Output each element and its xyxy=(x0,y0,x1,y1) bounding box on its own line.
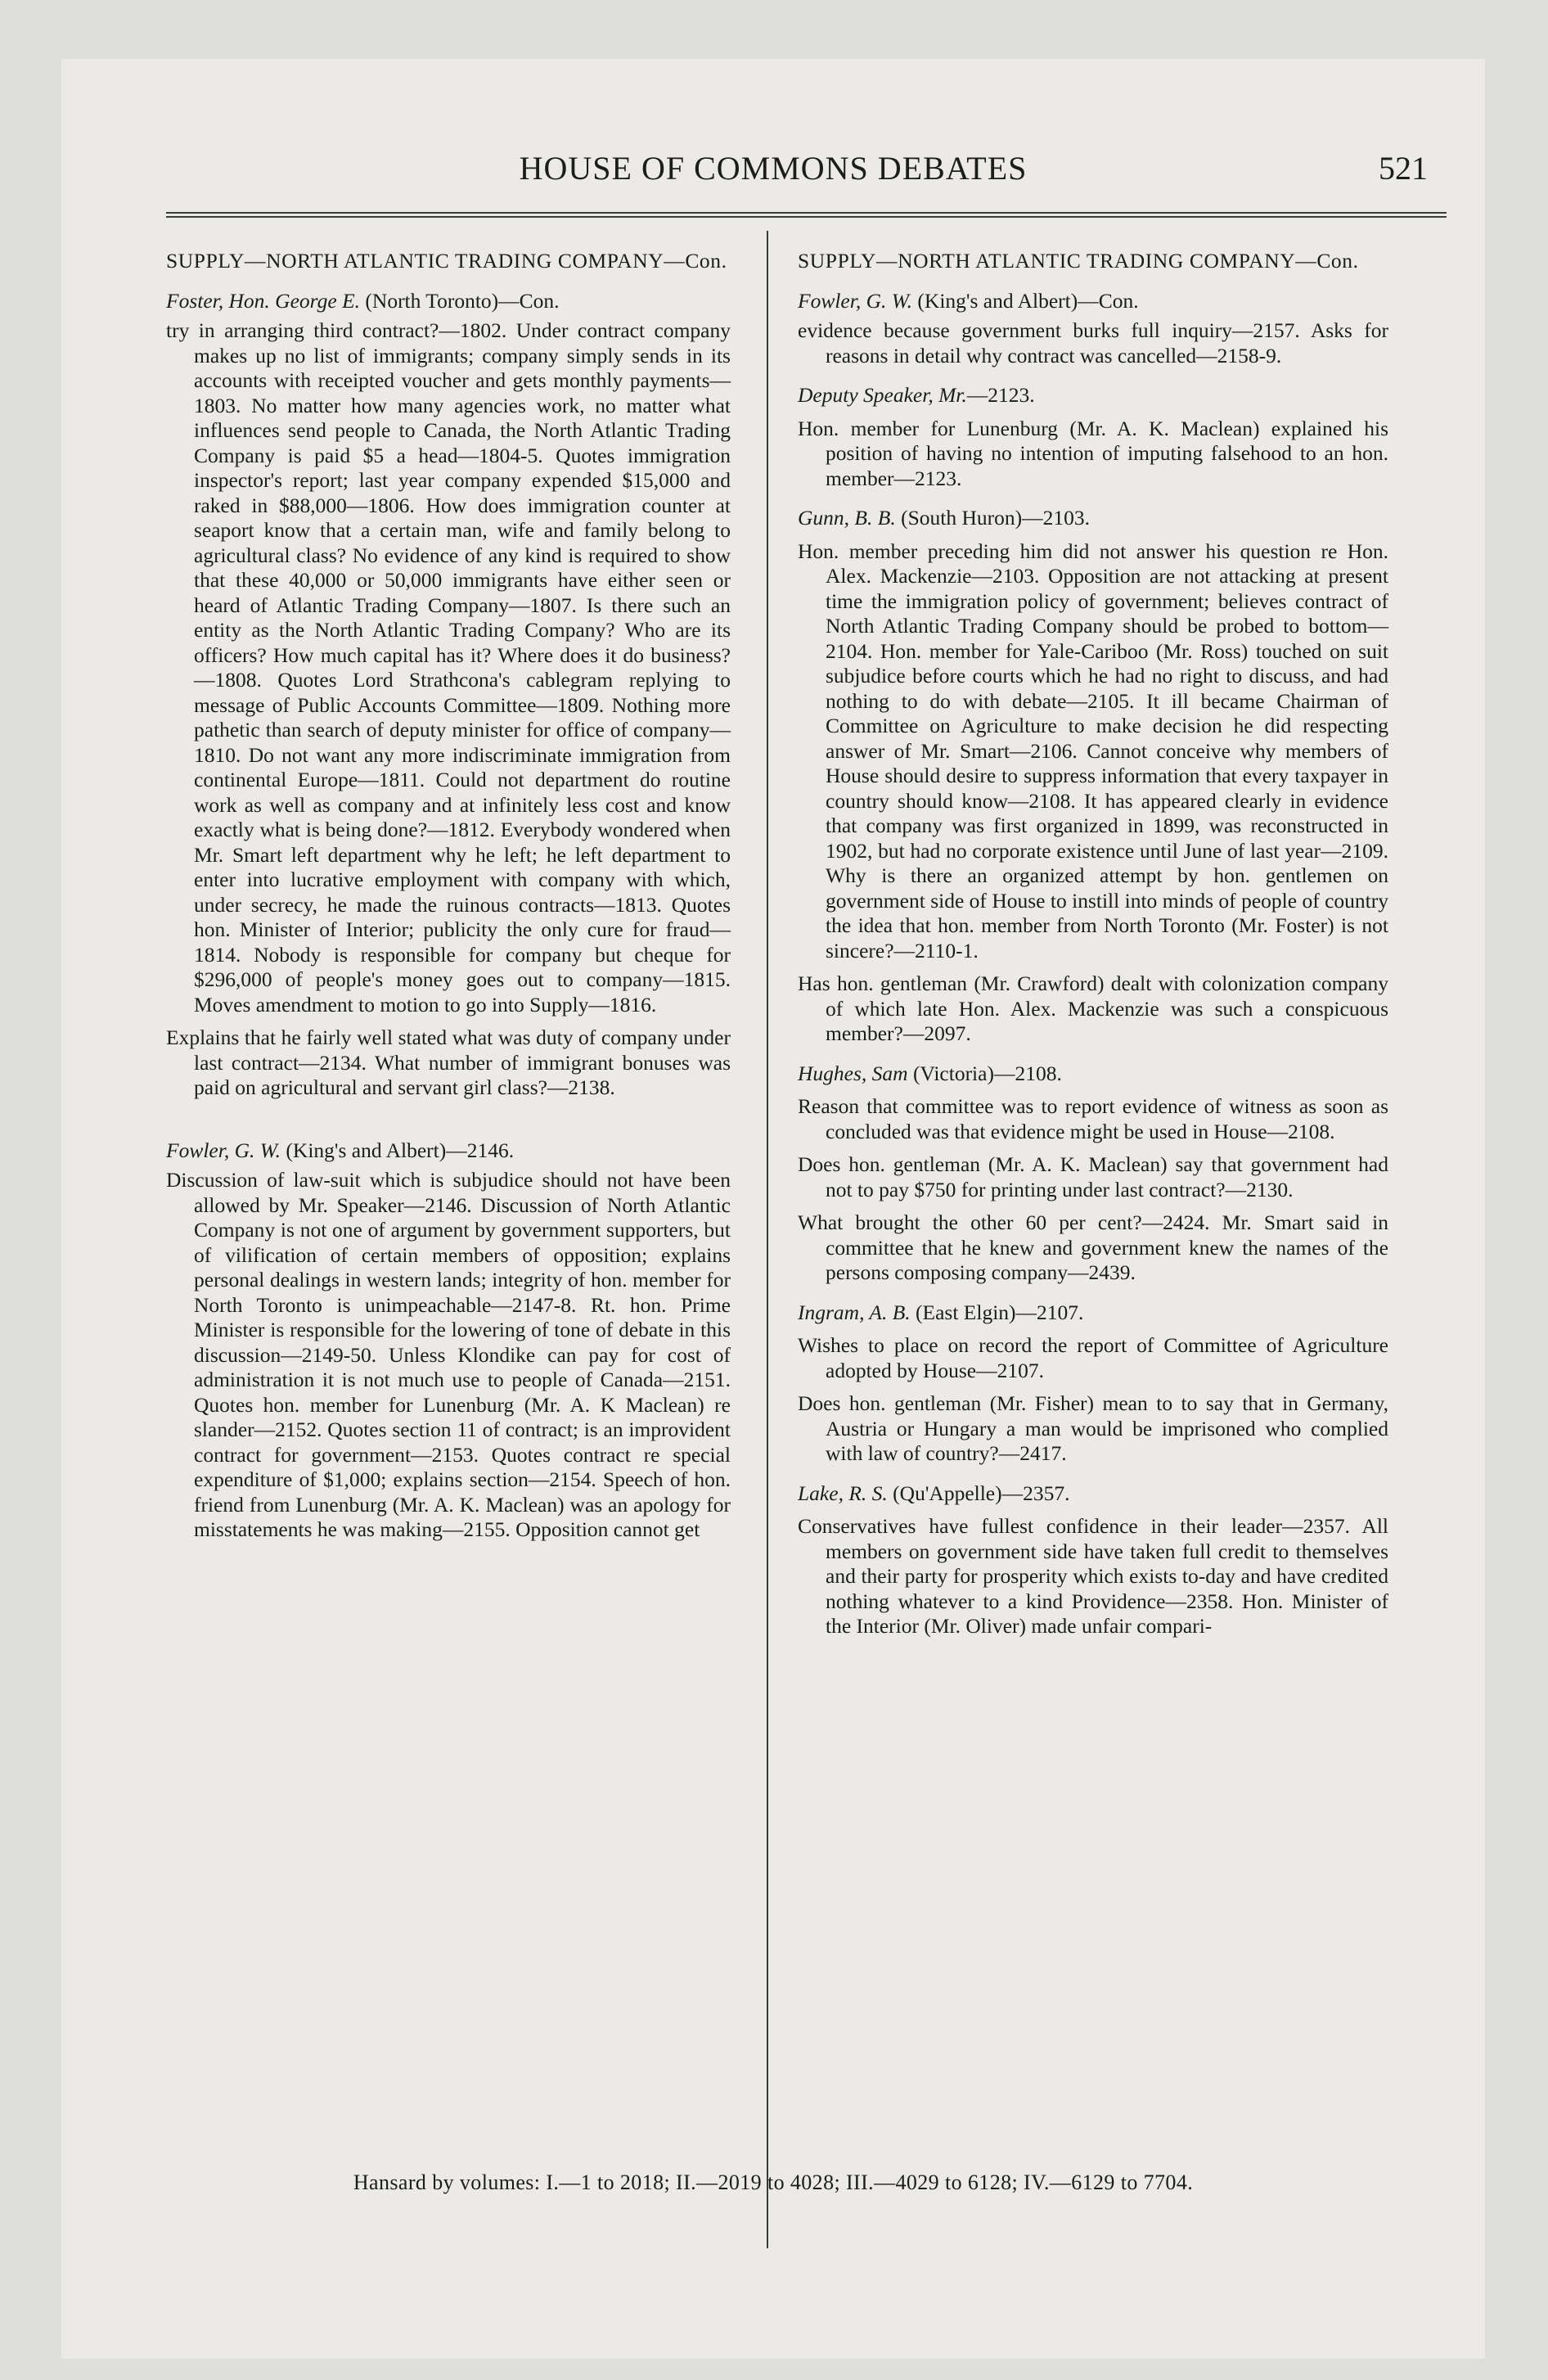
entry: Hon. member preceding him did not answer his question re Hon. Alex. Mackenzie—2103. Opposition are not attacking at present time the immigration policy of government; believes contract of North Atlantic Trading Company should be probed to bottom—2104. Hon. member for Yale-Cariboo (Mr. Ross) touched on suit subjudice before courts which he had no right to discuss, and had nothing to do with debate—2105. It ill became Chairman of Committee on Agriculture to make decision he did respecting answer of Mr. Smart—2106. Cannot conceive why members of House should desire to suppress information that every taxpayer in country should know—2108. It has appeared clearly in evidence that company was first organized in 1899, was reconstructed in 1902, but had no corporate existence until June of last year—2109. Why is there an organized attempt by hon. gentlemen on government side of House to instill into minds of people of country the idea that hon. member from North Toronto (Mr. Foster) is not sincere?—2110-1. xyxy=(798,539,1388,962)
entry: Conservatives have fullest confidence in their leader—2357. All members on government side have taken full credit to themselves and their party for prosperity which exists to-day and have credited nothing whatever to a kind Providence—2358. Hon. Minister of the Interior (Mr. Oliver) made unfair compari- xyxy=(798,1514,1388,1638)
speaker-name: Fowler, G. W. xyxy=(798,288,913,313)
speaker-name: Deputy Speaker, Mr. xyxy=(798,383,967,407)
entry: try in arranging third contract?—1802. Under contract company makes up no list of immigrants; company simply sends in its accounts with receipted voucher and gets monthly payments—1803. No matter how many agencies work, no matter what influences send people to Canada, the North Atlantic Trading Company is paid $5 a head—1804-5. Quotes immigration inspector's report; last year company expended $15,000 and raked in $88,000—1806. How does immigration counter at seaport know that a certain man, wife and family belong to agricultural class? No evidence of any kind is required to show that these 40,000 or 50,000 immigrants have either seen or heard of Atlantic Trading Company—1807. Is there such an entity as the North Atlantic Trading Company? Who are its officers? How much capital has it? Where does it do business?—1808. Quotes Lord Strathcona's cablegram replying to message of Public Accounts Committee—1809. Nothing more pathetic than search of deputy minister for office of company—1810. Do not want any more indiscriminate immigration from continental Europe—1811. Could not department do routine work as well as company and at infinitely less cost and know exactly what is being done?—1812. Everybody wondered when Mr. Smart left department why he left; he left department to enter into lucrative employment with company with which, under secrecy, he made the ruinous contracts—1813. Quotes hon. Minister of Interior; publicity the only cure for fraud—1814. Nobody is responsible for company but cheque for $296,000 of people's money goes out to company—1815. Moves amendment to motion to go into Supply—1816. xyxy=(166,318,731,1016)
entry: Explains that he fairly well stated what was duty of company under last contract—2134. What number of immigrant bonuses was paid on agricultural and servant girl class?—2138. xyxy=(166,1025,731,1099)
entry: Hon. member for Lunenburg (Mr. A. K. Maclean) explained his position of having no intention of imputing falsehood to an hon. member—2123. xyxy=(798,416,1388,490)
speaker-fowler xyxy=(798,289,1388,314)
speaker-constituency: (Victoria)—2108. xyxy=(912,1061,1062,1085)
speaker-constituency: (East Elgin)—2107. xyxy=(916,1300,1084,1324)
page-number: 521 xyxy=(1379,150,1428,187)
entry: Has hon. gentleman (Mr. Crawford) dealt with colonization company of which late Hon. Alex. Mackenzie was such a conspicuous member?—2097. xyxy=(798,971,1388,1045)
header-rule-bottom xyxy=(166,216,1447,218)
section-heading: SUPPLY—NORTH ATLANTIC TRADING COMPANY—Con. xyxy=(166,249,727,273)
speaker-ingram xyxy=(798,1300,1388,1326)
entry: evidence because government burks full inquiry—2157. Asks for reasons in detail why contract was cancelled—2158-9. xyxy=(798,318,1388,367)
entry: Discussion of law-suit which is subjudice should not have been allowed by Mr. Speaker—2146. Discussion of North Atlantic Company is not one of argument by government supporters, but of vilification of certain members of opposition; explains personal dealings in western lands; integrity of hon. member for North Toronto is unimpeachable—2147-8. Rt. hon. Prime Minister is responsible for the lowering of tone of debate in this discussion—2149-50. Unless Klondike can pay for cost of administration it is not much use to people of Canada—2151. Quotes hon. member for Lunenburg (Mr. A. K Maclean) re slander—2152. Quotes section 11 of contract; is an improvident contract for government—2153. Quotes contract re special expenditure of $1,000; explains section—2154. Speech of hon. friend from Lunenburg (Mr. A. K. Maclean) was an apology for misstatements he was making—2155. Opposition cannot get xyxy=(166,1168,731,1541)
header-rule-top xyxy=(166,212,1447,214)
entry: Does hon. gentleman (Mr. A. K. Maclean) say that government had not to pay $750 for printing under last contract?—2130. xyxy=(798,1152,1388,1201)
speaker-fowler xyxy=(166,1138,731,1164)
page xyxy=(61,59,1485,2359)
speaker-hughes xyxy=(798,1062,1388,1087)
speaker-name: Lake, R. S. xyxy=(798,1481,888,1505)
speaker-gunn xyxy=(798,506,1388,531)
right-column xyxy=(798,249,1388,1639)
speaker-constituency: (King's and Albert)—Con. xyxy=(917,288,1139,313)
speaker-constituency: (North Toronto)—Con. xyxy=(365,288,560,313)
section-heading: SUPPLY—NORTH ATLANTIC TRADING COMPANY—Con. xyxy=(798,249,1359,273)
entry: Does hon. gentleman (Mr. Fisher) mean to to say that in Germany, Austria or Hungary a man would be imprisoned who complied with law of country?—2417. xyxy=(798,1391,1388,1465)
entry: What brought the other 60 per cent?—2424. Mr. Smart said in committee that he knew and government knew the names of the persons composing company—2439. xyxy=(798,1210,1388,1284)
running-head xyxy=(61,149,1485,198)
page-title: HOUSE OF COMMONS DEBATES xyxy=(519,150,1028,187)
column-divider xyxy=(767,231,768,2248)
speaker-lake xyxy=(798,1481,1388,1507)
speaker-constituency: (South Huron)—2103. xyxy=(901,506,1090,530)
volume-index-footer: Hansard by volumes: I.—1 to 2018; II.—2019 to 4028; III.—4029 to 6128; IV.—6129 to 7704. xyxy=(353,2170,1194,2194)
speaker-name: Gunn, B. B. xyxy=(798,506,896,530)
speaker-deputy-speaker xyxy=(798,383,1388,408)
left-column xyxy=(166,249,731,1543)
speaker-name: Hughes, Sam xyxy=(798,1061,908,1085)
speaker-name: Ingram, A. B. xyxy=(798,1300,911,1324)
entry: Wishes to place on record the report of Committee of Agriculture adopted by House—2107. xyxy=(798,1333,1388,1382)
entry: Reason that committee was to report evidence of witness as soon as concluded was that evidence might be used in House—2108. xyxy=(798,1094,1388,1143)
speaker-foster xyxy=(166,289,731,314)
speaker-name: Fowler, G. W. xyxy=(166,1138,281,1162)
speaker-name: Foster, Hon. George E. xyxy=(166,288,361,313)
speaker-constituency: (King's and Albert)—2146. xyxy=(286,1138,515,1162)
speaker-constituency: (Qu'Appelle)—2357. xyxy=(893,1481,1070,1505)
speaker-constituency: —2123. xyxy=(966,383,1035,407)
spacer xyxy=(166,1101,731,1124)
